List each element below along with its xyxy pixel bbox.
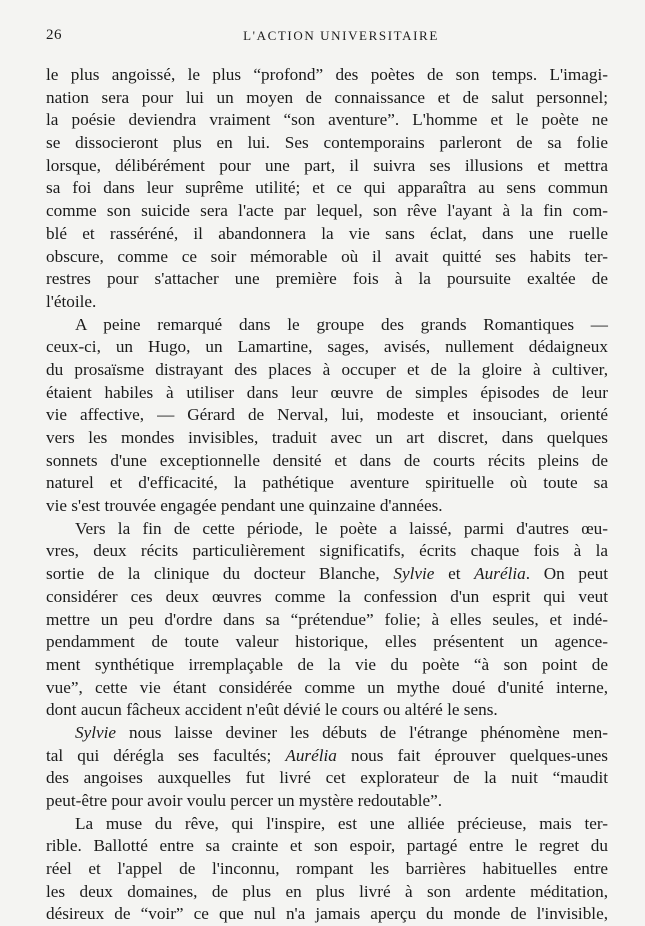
text-line: vres, deux récits particulièrement significatifs, écrits chaque fois à la: [46, 541, 608, 561]
paragraph: [46, 722, 608, 813]
text-line: tal qui dérégla ses facultés; Aurélia nous fait éprouver quelques-unes: [46, 745, 608, 765]
text-line: sortie de la clinique du docteur Blanche, Sylvie et Aurélia. On peut: [46, 564, 609, 584]
text-line: réel et l'appel de l'inconnu, rompant les barrières habituelles entre: [46, 859, 608, 879]
text-line: Sylvie nous laisse deviner les débuts de l'étrange phénomène men-: [75, 722, 608, 742]
page-number: 26: [46, 27, 62, 43]
text-line: sa foi dans leur suprême utilité; et ce qui apparaîtra au sens commun: [46, 178, 608, 198]
text-line: nation sera pour lui un moyen de connaissance et de salut personnel;: [46, 87, 608, 107]
text-line: ment synthétique irremplaçable de la vie du poète “à son point de: [46, 654, 608, 674]
text-line: ceux-ci, un Hugo, un Lamartine, sages, avisés, nullement dédaigneux: [46, 337, 608, 357]
text-line: dont aucun fâcheux accident n'eût dévié le cours ou altéré le sens.: [46, 700, 498, 720]
text-line: la poésie deviendra vraiment “son aventure”. L'homme et le poète ne: [46, 110, 608, 130]
book-title: Aurélia: [285, 745, 337, 765]
text-line: le plus angoissé, le plus “profond” des poètes de son temps. L'imagi-: [46, 65, 608, 84]
text-line: restres pour s'attacher une première fois à la poursuite exaltée de: [46, 269, 608, 289]
text-line: Vers la fin de cette période, le poète a laissé, parmi d'autres œu-: [75, 518, 608, 538]
text-line: obscure, comme ce soir mémorable où il avait quitté ses habits ter-: [46, 246, 608, 266]
text-line: peut-être pour avoir voulu percer un mystère redoutable”.: [46, 791, 443, 810]
text-line: blé et rasséréné, il abandonnera la vie sans éclat, dans une ruelle: [46, 223, 608, 243]
paragraph: [46, 518, 608, 722]
text-line: se dissocieront plus en lui. Ses contemporains parleront de sa folie: [46, 133, 608, 153]
book-title: Aurélia: [474, 564, 526, 584]
text-line: naturel et d'efficacité, la pathétique aventure spirituelle où toute sa: [46, 473, 608, 493]
body-text: [46, 64, 608, 926]
text-line: vue”, cette vie étant considérée comme un mythe doué d'unité interne,: [46, 677, 608, 697]
page-header: [46, 27, 610, 47]
text-line: vers les mondes invisibles, traduit avec un art discret, dans quelques: [46, 428, 608, 447]
text-line: désireux de “voir” ce que nul n'a jamais aperçu du monde de l'invisible,: [46, 904, 608, 924]
text-line: mettre un peu d'ordre dans sa “prétendue” folie; à elles seules, et indé-: [46, 609, 608, 629]
text-line: sonnets d'une exceptionnelle densité et dans de courts récits pleins de: [46, 450, 608, 470]
text-line: vie s'est trouvée engagée pendant une quinzaine d'années.: [46, 496, 443, 516]
text-line: lorsque, délibérément pour une part, il suivra ses illusions et mettra: [46, 155, 608, 175]
text-line: étaient habiles à utiliser dans leur œuvre de simples épisodes de leur: [46, 382, 608, 402]
running-title: L'ACTION UNIVERSITAIRE: [243, 28, 439, 43]
text-line: pendamment de toute valeur historique, elles présentent un agence-: [46, 632, 608, 652]
text-line: comme son suicide sera l'acte par lequel, son rêve l'ayant à la fin com-: [46, 201, 608, 221]
text-line: rible. Ballotté entre sa crainte et son espoir, partagé entre le regret du: [46, 836, 608, 856]
text-line: du prosaïsme distrayant des places à occuper et de la gloire à cultiver,: [46, 359, 608, 379]
text-line: considérer ces deux œuvres comme la confession d'un esprit qui veut: [46, 586, 608, 606]
text-line: les deux domaines, de plus en plus livré à son ardente méditation,: [46, 881, 608, 901]
text-line: l'étoile.: [46, 291, 97, 311]
text-line: La muse du rêve, qui l'inspire, est une alliée précieuse, mais ter-: [75, 813, 608, 833]
book-title: Sylvie: [75, 722, 117, 742]
paragraph: [46, 314, 608, 518]
paragraph: [46, 813, 608, 926]
text-line: vie affective, — Gérard de Nerval, lui, modeste et insouciant, orienté: [46, 405, 608, 425]
paragraph: [46, 64, 608, 314]
book-title: Sylvie: [393, 564, 435, 584]
text-line: A peine remarqué dans le groupe des grands Romantiques —: [75, 314, 608, 334]
text-line: des angoises auxquelles fut livré cet explorateur de la nuit “maudit: [46, 768, 608, 788]
